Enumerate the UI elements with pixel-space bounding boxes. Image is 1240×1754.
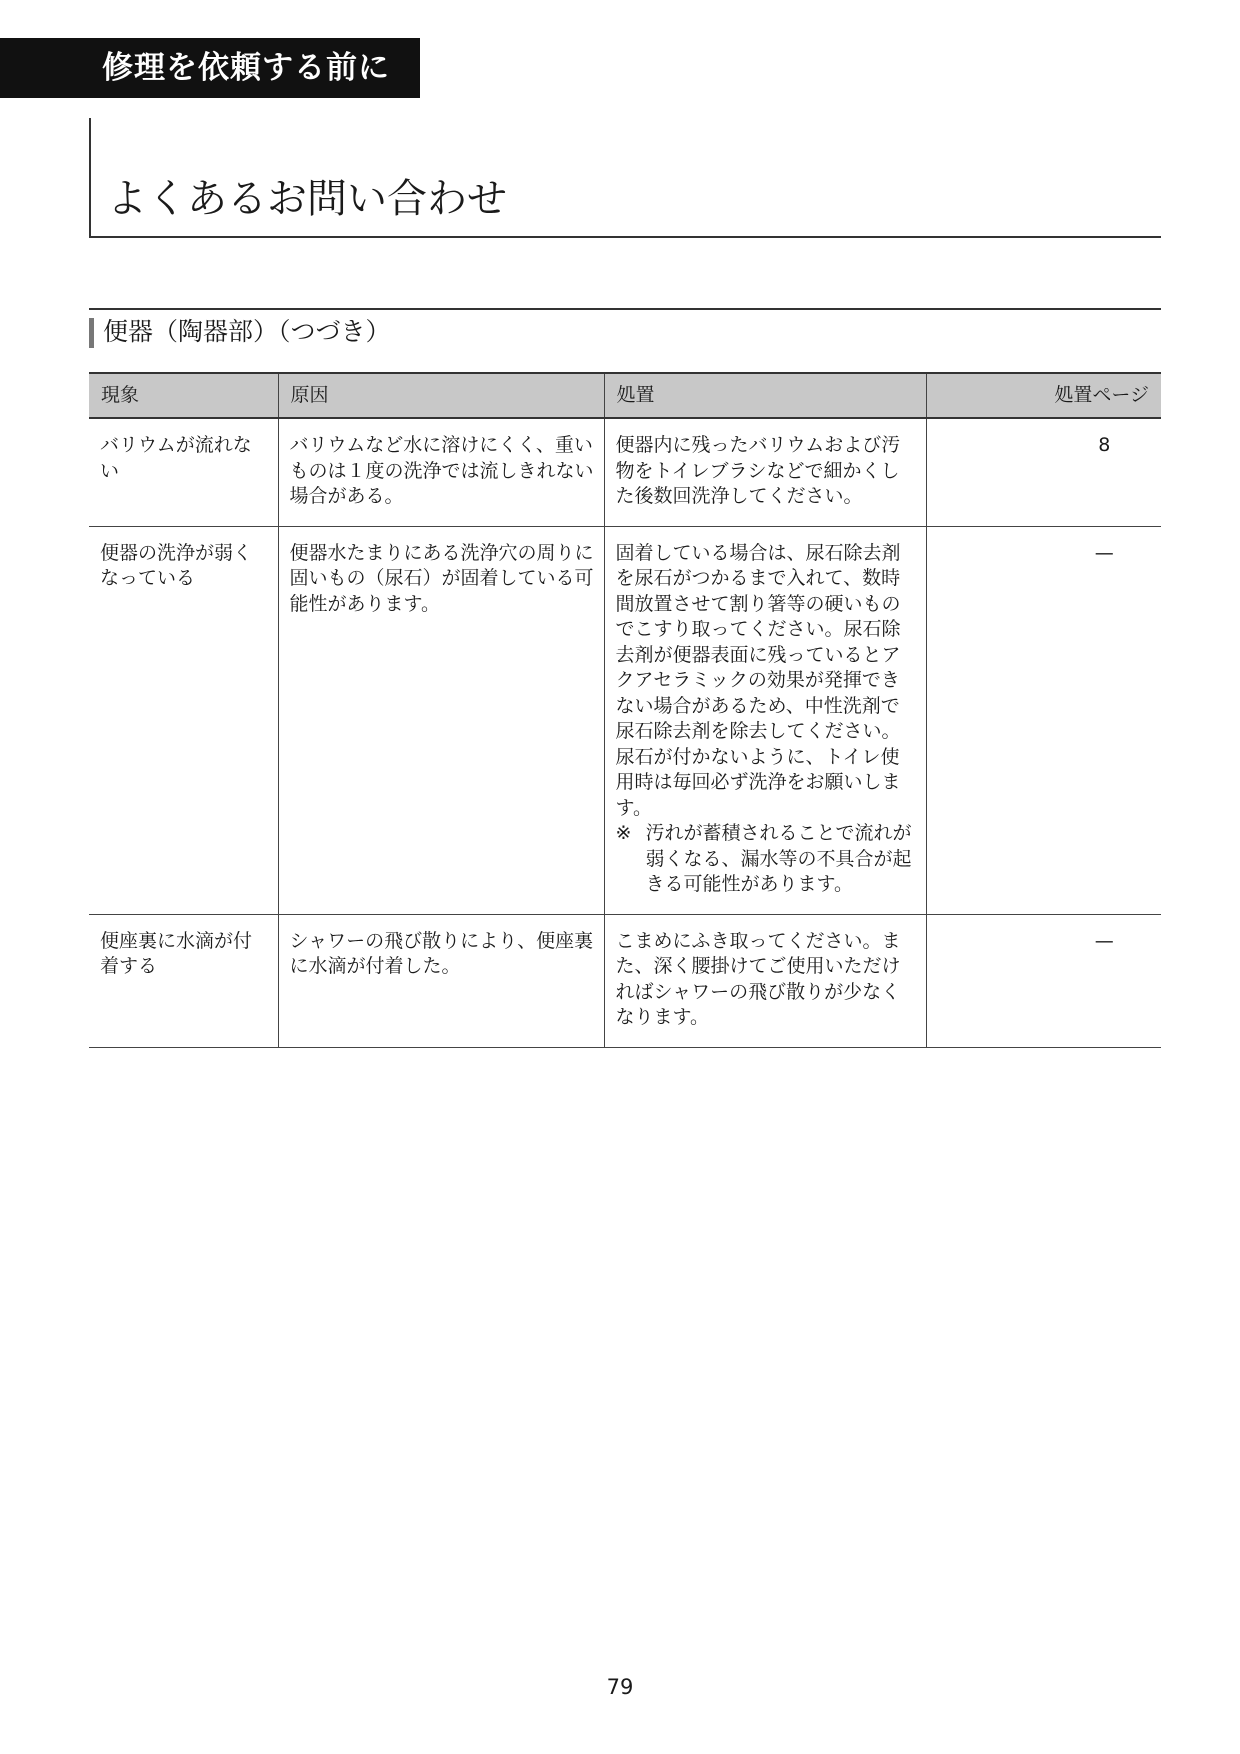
header-remedy: 処置 [604,373,926,418]
cell-remedy: こまめにふき取ってください。また、深く腰掛けてご使用いただければシャワーの飛び散りが少なくなります。 [604,914,926,1047]
header-page: 処置ページ [926,373,1161,418]
cell-page [926,418,1161,526]
remedy-text: 固着している場合は、尿石除去剤を尿石がつかるまで入れて、数時間放置させて割り箸等の硬いものでこすり取ってください。尿石除去剤が便器表面に残っているとアクアセラミックの効果が発揮できない場合があるため、中性洗剤で尿石除去剤を除去してください。 [615,541,901,742]
cell-symptom: 便器の洗浄が弱くなっている [89,526,278,914]
table-header-row [89,373,1161,418]
cell-page [926,526,1161,914]
cell-cause: バリウムなど水に溶けにくく、重いものは１度の洗浄では流しきれない場合がある。 [278,418,604,526]
table-row [89,914,1161,1047]
page-title-bar [89,118,1161,238]
header-symptom: 現象 [89,373,278,418]
page-title: よくあるお問い合わせ [107,176,507,222]
cell-remedy [604,526,926,914]
page-reference: — [1094,929,1114,952]
header-cause: 原因 [278,373,604,418]
cell-cause: 便器水たまりにある洗浄穴の周りに固いもの（尿石）が固着している可能性があります。 [278,526,604,914]
cell-symptom: バリウムが流れない [89,418,278,526]
table-row [89,526,1161,914]
section-banner: 修理を依頼する前に [0,38,420,98]
sub-heading [89,308,1161,354]
cell-page [926,914,1161,1047]
note-text: 汚れが蓄積されることで流れが弱くなる、漏水等の不具合が起きる可能性があります。 [645,822,912,895]
sub-heading-marker [89,318,94,348]
page-reference: — [1094,541,1114,564]
faq-table [89,372,1161,1048]
cell-cause: シャワーの飛び散りにより、便座裏に水滴が付着した。 [278,914,604,1047]
cell-symptom: 便座裏に水滴が付着する [89,914,278,1047]
remedy-text-2: 尿石が付かないように、トイレ使用時は毎回必ず洗浄をお願いします。 [615,745,901,819]
sub-heading-text: 便器（陶器部）（つづき） [103,317,391,346]
cell-remedy: 便器内に残ったバリウムおよび汚物をトイレブラシなどで細かくした後数回洗浄してください。 [604,418,926,526]
page-number: 79 [606,1675,634,1699]
page-reference-link[interactable]: 8 [1098,434,1111,456]
note [616,821,916,898]
note-mark: ※ [615,822,632,844]
table-row [89,418,1161,526]
